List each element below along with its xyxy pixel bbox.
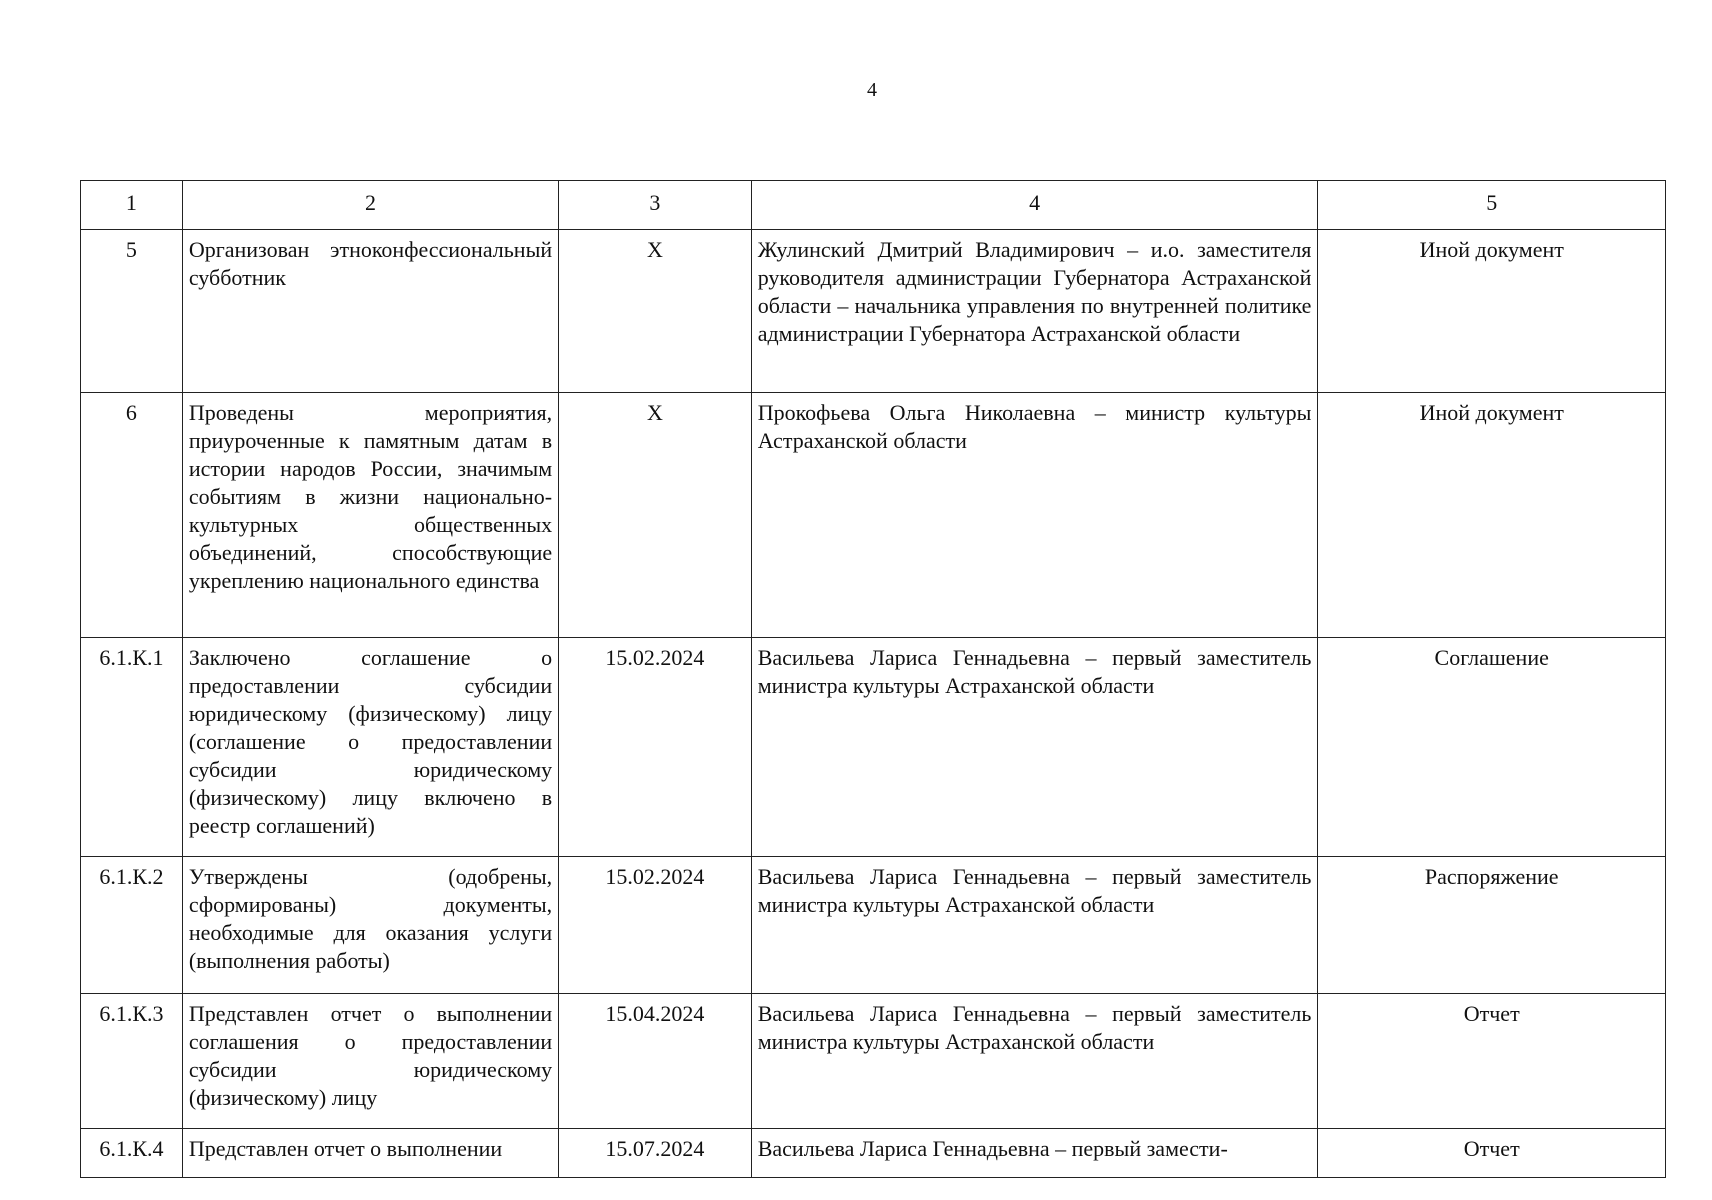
row-number: 5 [81, 230, 183, 393]
table-row [81, 230, 1666, 393]
row-result: Утверждены (одобрены, сформированы) документы, необходимые для оказания услуги (выполнения работы) [182, 857, 558, 994]
header-cell-5: 5 [1318, 181, 1666, 230]
table-row [81, 393, 1666, 638]
table-header-row [81, 181, 1666, 230]
row-number: 6.1.К.3 [81, 994, 183, 1129]
row-number: 6.1.К.4 [81, 1129, 183, 1178]
page-number: 4 [867, 79, 877, 101]
row-number: 6.1.К.1 [81, 638, 183, 857]
row-result: Заключено соглашение о предоставлении субсидии юридическому (физическому) лицу (соглашение о предоставлении субсидии юридическому (физическому) лицу включено в реестр соглашений) [182, 638, 558, 857]
row-responsible: Прокофьева Ольга Николаевна – министр культуры Астраханской области [751, 393, 1318, 638]
table-row [81, 994, 1666, 1129]
row-number: 6.1.К.2 [81, 857, 183, 994]
control-points-table [80, 180, 1666, 1178]
row-responsible: Васильева Лариса Геннадьевна – первый заместитель министра культуры Астраханской области [751, 638, 1318, 857]
header-cell-3: 3 [559, 181, 752, 230]
header-cell-2: 2 [182, 181, 558, 230]
header-cell-1: 1 [81, 181, 183, 230]
row-result: Проведены мероприятия, приуроченные к памятным датам в истории народов России, значимым событиям в жизни национально-культурных общественных объединений, способствующие укреплению национального единства [182, 393, 558, 638]
row-responsible: Васильева Лариса Геннадьевна – первый замести- [751, 1129, 1318, 1178]
row-date: 15.07.2024 [559, 1129, 752, 1178]
table-row [81, 1129, 1666, 1178]
row-document: Иной документ [1318, 393, 1666, 638]
row-result: Организован этноконфессиональный субботник [182, 230, 558, 393]
row-document: Распоряжение [1318, 857, 1666, 994]
row-document: Отчет [1318, 994, 1666, 1129]
row-number: 6 [81, 393, 183, 638]
row-date: X [559, 393, 752, 638]
row-date: X [559, 230, 752, 393]
row-result: Представлен отчет о выполнении соглашения о предоставлении субсидии юридическому (физическому) лицу [182, 994, 558, 1129]
row-result: Представлен отчет о выполнении [182, 1129, 558, 1178]
row-date: 15.02.2024 [559, 857, 752, 994]
row-responsible: Васильева Лариса Геннадьевна – первый заместитель министра культуры Астраханской области [751, 994, 1318, 1129]
table-row [81, 638, 1666, 857]
row-document: Отчет [1318, 1129, 1666, 1178]
row-date: 15.02.2024 [559, 638, 752, 857]
row-document: Иной документ [1318, 230, 1666, 393]
header-cell-4: 4 [751, 181, 1318, 230]
table-row [81, 857, 1666, 994]
row-date: 15.04.2024 [559, 994, 752, 1129]
row-responsible: Васильева Лариса Геннадьевна – первый заместитель министра культуры Астраханской области [751, 857, 1318, 994]
row-document: Соглашение [1318, 638, 1666, 857]
row-responsible: Жулинский Дмитрий Владимирович – и.о. заместителя руководителя администрации Губернатора Астраханской области – начальника управления по внутренней политике администрации Губернатора Астраханской области [751, 230, 1318, 393]
